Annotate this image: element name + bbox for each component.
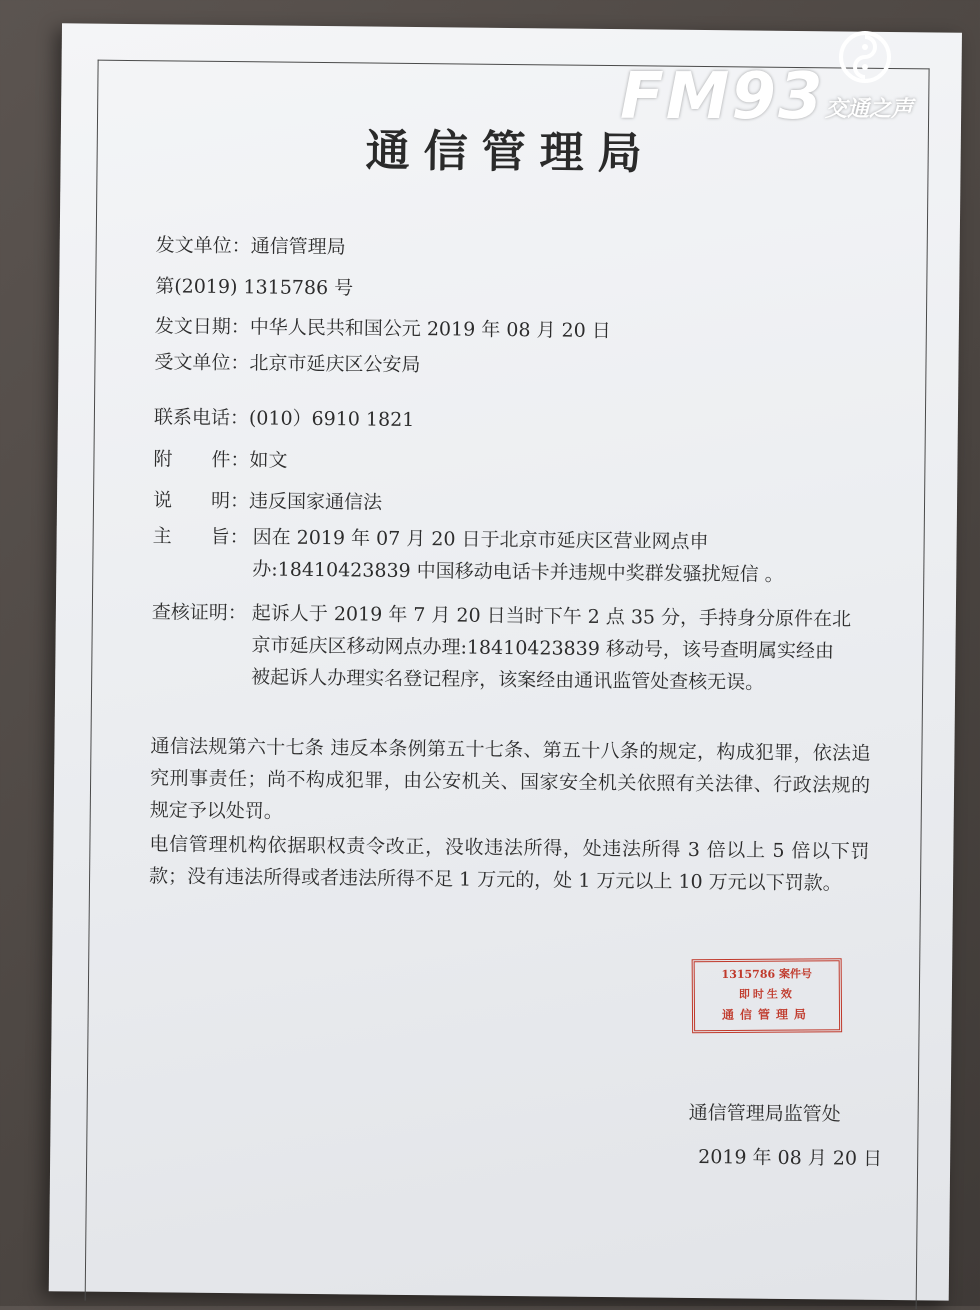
note-value: 违反国家通信法	[248, 490, 383, 514]
document-number: 第(2019) 1315786 号	[155, 275, 354, 300]
subject-label: 主 旨：	[152, 525, 249, 549]
official-stamp	[692, 958, 843, 1033]
issuer-row	[156, 230, 346, 259]
note-row	[153, 485, 382, 514]
law-paragraph-2: 电信管理机构依据职权责令改正，没收违法所得，处违法所得 3 倍以上 5 倍以下罚款；没有违法所得或者违法所得不足 1 万元的，处 1 万元以上 10 万元以下罚款。	[148, 833, 870, 895]
issue-date-row	[155, 311, 611, 343]
recipient-row	[154, 347, 420, 377]
fm93-logo-icon	[838, 30, 892, 84]
issuer-value: 通信管理局	[250, 235, 346, 259]
attachment-label: 附 件：	[153, 448, 250, 472]
stamp-issuer: 通信管理局	[721, 1007, 813, 1023]
issuer-label: 发文单位：	[155, 234, 251, 258]
law-paragraph-1: 通信法规第六十七条 违反本条例第五十七条、第五十八条的规定，构成犯罪，依法追究刑事责任；尚不构成犯罪，由公安机关、国家安全机关依照有关法律、行政法规的规定予以处罚。	[149, 735, 871, 823]
attachment-row	[153, 444, 287, 472]
phone-value: (010）6910 1821	[248, 407, 415, 431]
document-title: 通信管理局	[365, 125, 656, 180]
verification-row	[151, 596, 872, 694]
issue-date-label: 发文日期：	[154, 315, 250, 339]
note-label: 说 明：	[152, 489, 250, 513]
verification-label: 查核证明：	[151, 601, 247, 625]
attachment-value: 如文	[249, 449, 288, 472]
phone-label: 联系电话：	[153, 406, 250, 430]
subject-value: 因在 2019 年 07 月 20 日于北京市延庆区营业网点申办:18410423839 中国移动电话卡并违规中奖群发骚扰短信 。	[252, 526, 784, 586]
watermark-fm: FM93	[620, 60, 825, 134]
signature-office: 通信管理局监管处	[688, 1101, 841, 1126]
stamp-case-number: 1315786 案件号	[721, 967, 812, 982]
issue-date-value: 中华人民共和国公元 2019 年 08 月 20 日	[249, 316, 611, 343]
signature-date: 2019 年 08 月 20 日	[698, 1146, 883, 1170]
watermark-station-name: 交通之声	[825, 97, 914, 122]
phone-row	[154, 402, 415, 432]
stamp-effective: 即时生效	[738, 987, 795, 1001]
document-paper	[49, 23, 962, 1300]
recipient-value: 北京市延庆区公安局	[249, 352, 421, 377]
fm93-watermark	[620, 30, 970, 160]
recipient-label: 受文单位：	[154, 351, 250, 375]
verification-value: 起诉人于 2019 年 7 月 20 日当时下午 2 点 35 分，手持身分原件在北京市延庆区移动网点办理:18410423839 移动号，该号查明属实经由被起诉人办理实名登记程序，该案经由通讯监管处查核无误。	[251, 602, 852, 694]
subject-row	[152, 520, 872, 586]
